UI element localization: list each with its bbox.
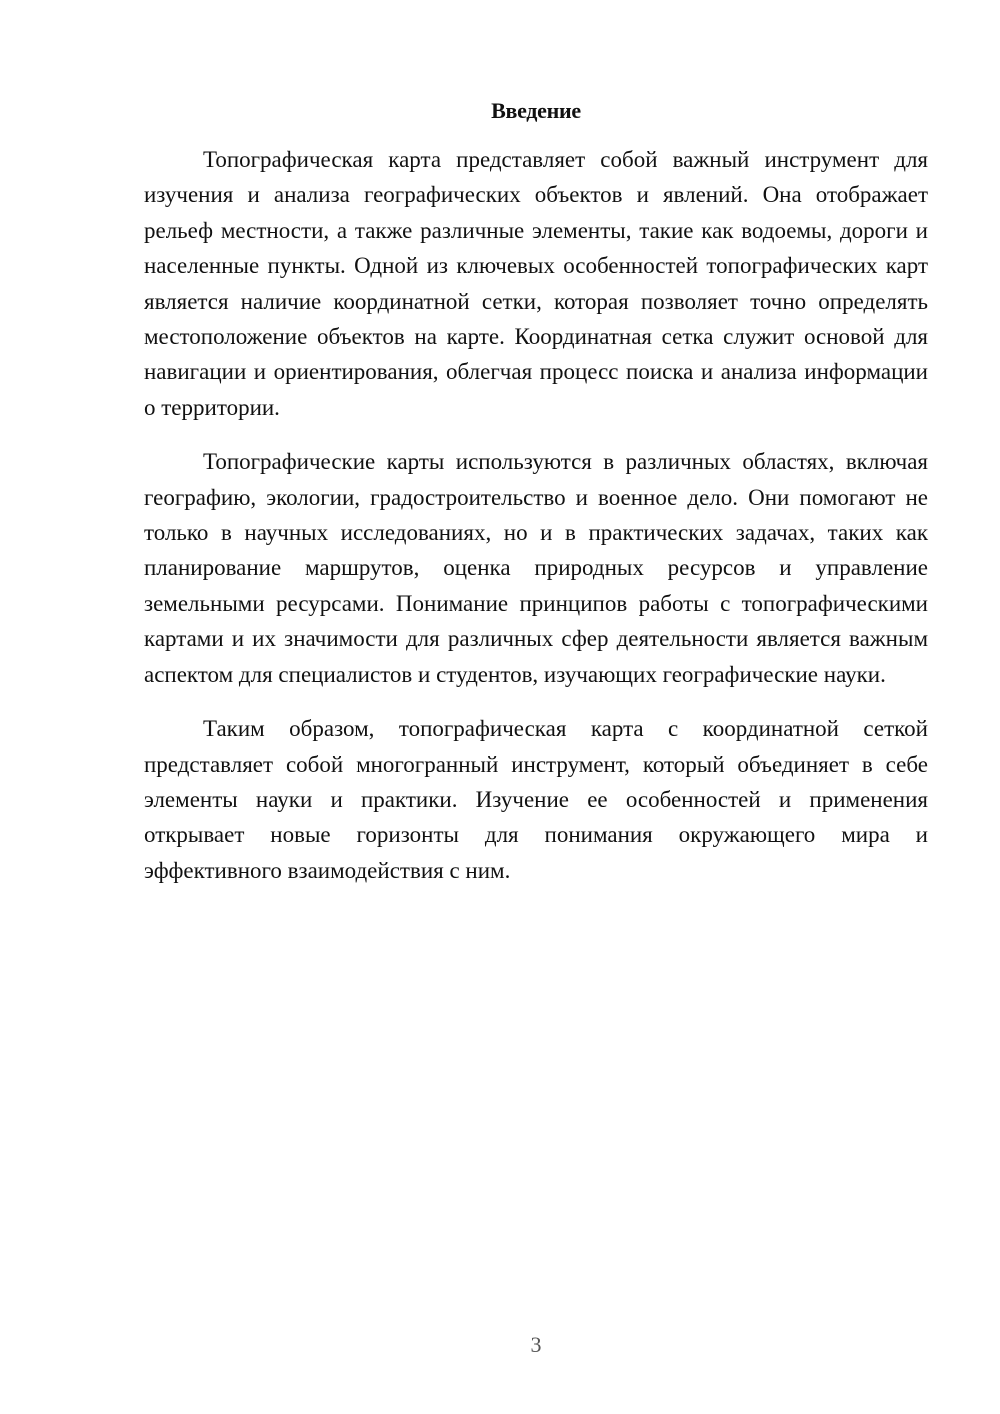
paragraph-1: Топографическая карта представляет собой важный инструмент для изучения и анализа географических объектов и явлений. Она отображает рельеф местности, а также различные элементы, такие как водоемы, дороги и населенные пункты. Одной из ключевых особенностей топографических карт является наличие координатной сетки, которая позволяет точно определять местоположение объектов на карте. Координатная сетка служит основой для навигации и ориентирования, облегчая процесс поиска и анализа информации о территории. bbox=[144, 147, 928, 420]
paragraph-3: Таким образом, топографическая карта с координатной сеткой представляет собой многогранный инструмент, который объединяет в себе элементы науки и практики. Изучение ее особенностей и применения открывает новые горизонты для понимания окружающего мира и эффективного взаимодействия с ним. bbox=[144, 716, 928, 883]
page-number: 3 bbox=[530, 1332, 542, 1357]
paragraph-2: Топографические карты используются в различных областях, включая географию, экологии, градостроительство и военное дело. Они помогают не только в научных исследованиях, но и в практических задачах, таких как планирование маршрутов, оценка природных ресурсов и управление земельными ресурсами. Понимание принципов работы с топографическими картами и их значимости для различных сфер деятельности является важным аспектом для специалистов и студентов, изучающих географические науки. bbox=[144, 449, 928, 687]
document-body bbox=[144, 142, 928, 888]
section-title: Введение bbox=[491, 98, 581, 123]
